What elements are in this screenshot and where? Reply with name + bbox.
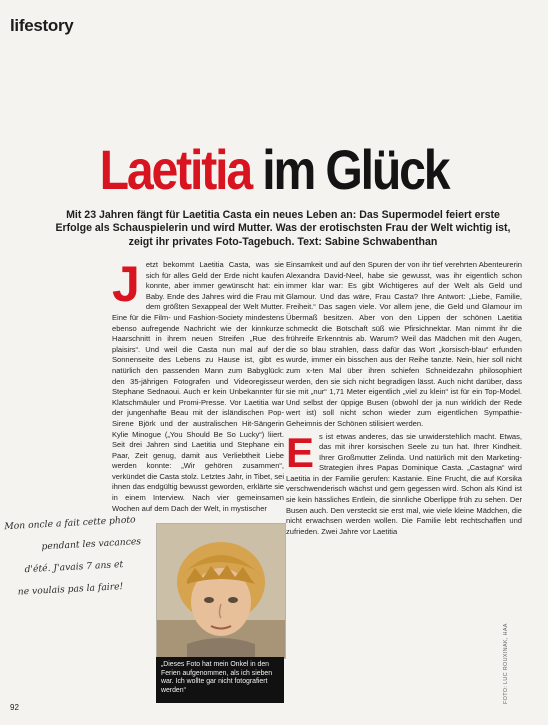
article-title bbox=[38, 140, 509, 200]
handwritten-note bbox=[4, 508, 168, 604]
photo-credit: FOTO: LUC ROUXINAK, HAA bbox=[503, 623, 509, 704]
page-number: 92 bbox=[10, 703, 19, 712]
article-subtitle: Mit 23 Jahren fängt für Laetitia Casta ein neues Leben an: Das Supermodel feiert erste Erfolge als Schauspielerin und wird Mutter. Was der erotischsten Frau der Welt wichtig ist, zeigt ihr privates Foto-Tagebuch. Text: Sabine Schwabenthan bbox=[55, 209, 511, 248]
drop-cap: E bbox=[286, 428, 315, 476]
body-text: s ist etwas anderes, das sie unwiderstehlich macht. Etwas, das mit ihrer korsischen Seele zu tun hat. Ihrer Kindheit. Ihrer Großmutter Zelinda. Und natürlich mit den Marketing-Strategien ihres Papas Dominique Casta. „Castagna“ wird Laetitia in der Familie gerufen: Kastanie. Eine Frucht, die auf Korsika verschwenderisch wächst und gern gegessen wird. Schon als Kind ist sie kein hässliches Entlein, die sinnliche Oberlippe früh zu sehen. Der Busen auch. Den versteckt sie erst mal, wie viele kleine Mädchen, die nicht erwachsen werden wollen. Die Familie lebt rechtschaffen und zufrieden. Zwei Jahre vor Laetitia bbox=[286, 431, 522, 536]
handwritten-line: pendant les vacances bbox=[41, 536, 142, 553]
body-text: etzt bekommt Laetitia Casta, was sie sich für alles Geld der Erde nicht kaufen konnte, aber immer gewünscht hat: ein Baby. Ende des Jahres wird die Frau mit dem größten Sexappeal der Welt Mutter. Eine für die Film- und Fashion-Society mindestens ebenso aufregende Nachricht wie der kinnkurze Haarschnitt in ihrem neuen Streifen „Rue des plaisirs“. Und weil die Casta nun mal auf der Sonnenseite des Lebens zu Hause ist, gibt es natürlich den passenden Mann zum Babyglück: den 35-jährigen Fotografen und Videoregisseur Stephane Sednaoui. Auch er kein Unbekannter für Klatschmäuler und Promi-Presse. Vor Laetitia war der jungenhafte Beau mit der isländischen Pop-Sirene Björk und der australischen Hit-Sängerin Kylie Minogue („You Should Be So Lucky“) liiert. Seit drei Jahren sind Laetitia und Stephane ein Paar, Zeit genug, damit aus Verliebtheit Liebe werden konnte: „Wir gehören zusammen“, verkündet die Casta stolz. Letztes Jahr, in Tibet, sei ihnen das endgültig bewusst geworden, erklärte sie in einem Interview. Nach vier gemeinsamen Wochen auf dem Dach der Welt, in mystischer bbox=[112, 260, 284, 513]
childhood-photo bbox=[156, 523, 286, 659]
child-portrait-illustration bbox=[157, 524, 285, 658]
title-name: Laetitia bbox=[99, 138, 251, 201]
photo-caption: „Dieses Foto hat mein Onkel in den Ferien aufgenommen, als ich sieben war. Ich wollte gar nicht fotografiert werden“ bbox=[156, 657, 284, 703]
title-rest: im Glück bbox=[262, 138, 449, 201]
handwritten-line: Mon oncle a fait cette photo bbox=[4, 514, 136, 533]
article-column-right bbox=[286, 260, 522, 537]
section-label: lifestory bbox=[10, 16, 74, 35]
handwritten-line: ne voulais pas la faire! bbox=[17, 581, 124, 598]
article-column-left bbox=[112, 256, 284, 514]
body-text: Einsamkeit und auf den Spuren der von ihr tief verehrten Abenteurerin Alexandra David-Neel, habe sie gewusst, was ihr eigentlich schon immer klar war: Es gibt Wichtigeres auf der Welt als Geld und Glamour. Und das wäre, Frau Casta? Ihre Antwort: „Liebe, Familie, Freiheit.“ Das sagen viele. Vor allem jene, die Geld und Glamour im Übermaß besitzen. Aber von den Lippen der schönen Laetitia schmeckt die Botschaft süß wie Pfirsichnektar. Man nimmt ihr die frühreife Erkenntnis ab. Warum? Weil das Mädchen mit den Augen, die so blau strahlen, dass dafür das Wort „korsisch-blau“ erfunden wurde, immer ein bisschen aus der Reihe tanzte. Nein, hier soll nicht zum x-ten Mal über ihren schiefen Schneidezahn philosophiert werden, den sie sich nicht begradigen lässt. Auch nicht darüber, dass sie mit „nur“ 1,71 Meter eigentlich „viel zu klein“ ist für ein Top-Model. Und selbst der üppige Busen (obwohl der ja nun wirklich der Rede wert ist) soll nicht schon wieder zum eigentlichen Sympathie-Geheimnis der Schönen stilisiert werden. bbox=[286, 260, 522, 428]
handwritten-line: d'été. J'avais 7 ans et bbox=[24, 559, 124, 576]
drop-cap: J bbox=[112, 256, 140, 312]
